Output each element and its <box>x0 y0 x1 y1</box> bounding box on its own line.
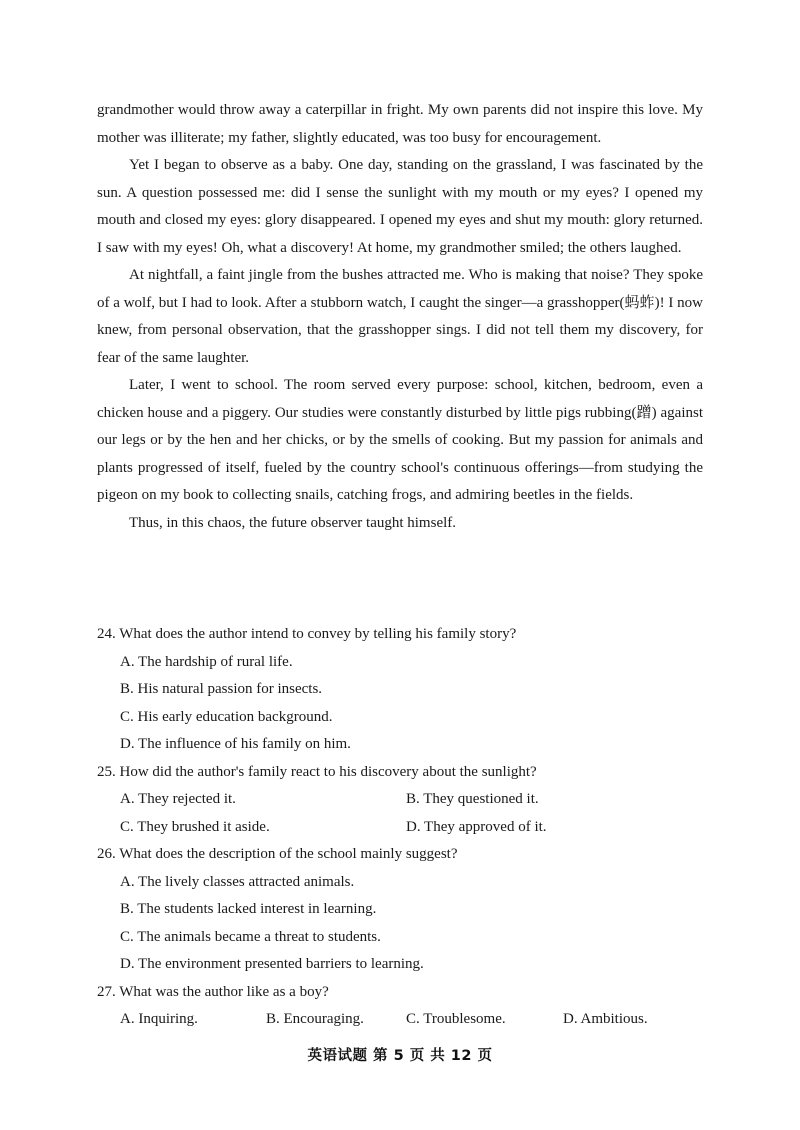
option-list <box>97 869 703 979</box>
option-list <box>97 649 703 759</box>
option-c: C. The animals became a threat to students. <box>120 928 381 945</box>
question-27 <box>97 979 703 1034</box>
question-stem: 27. What was the author like as a boy? <box>97 983 329 1000</box>
option-b: B. His natural passion for insects. <box>120 681 323 697</box>
option-a: A. They rejected it. <box>120 791 236 807</box>
question-stem: 24. What does the author intend to convey by telling his family story? <box>97 626 517 642</box>
question-26 <box>97 841 703 979</box>
option-c: C. His early education background. <box>120 708 333 725</box>
option-d: D. The environment presented barriers to learning. <box>120 956 424 972</box>
question-list <box>97 621 703 1034</box>
option-d: D. Ambitious. <box>563 1011 648 1027</box>
option-d: D. They approved of it. <box>406 818 547 835</box>
question-stem: 25. How did the author's family react to his discovery about the sunlight? <box>97 763 537 780</box>
page-footer: 英语试题 第 5 页 共 12 页 <box>307 1048 493 1064</box>
question-25 <box>97 759 703 842</box>
option-list <box>120 1006 703 1034</box>
passage-paragraph-2: Yet I began to observe as a baby. One day, standing on the grassland, I was fascinated by the sun. A question possessed me: did I sense the sunlight with my mouth or my eyes? I opened my mouth and closed my eyes: glory disappeared. I opened my eyes and shut my mouth: glory returned. I saw with my eyes! Oh, what a discovery! At home, my grandmother smiled; the others laughed. <box>97 157 703 256</box>
option-a: A. The hardship of rural life. <box>120 653 293 670</box>
option-c: C. Troublesome. <box>406 1011 506 1027</box>
option-c: C. They brushed it aside. <box>120 818 270 835</box>
option-d: D. The influence of his family on him. <box>120 736 351 752</box>
passage-paragraph-5: Thus, in this chaos, the future observer taught himself. <box>129 514 457 531</box>
option-list <box>120 786 703 841</box>
reading-passage <box>97 97 703 537</box>
option-b: B. They questioned it. <box>406 791 539 807</box>
question-24 <box>97 621 703 759</box>
option-a: A. Inquiring. <box>120 1011 198 1027</box>
question-stem: 26. What does the description of the school mainly suggest? <box>97 846 458 862</box>
option-b: B. The students lacked interest in learning. <box>120 901 377 917</box>
option-b: B. Encouraging. <box>266 1011 364 1027</box>
passage-paragraph-4: Later, I went to school. The room served every purpose: school, kitchen, bedroom, even a chicken house and a piggery. Our studies were constantly disturbed by little pigs rubbing(蹭) against our legs or by the hen and her chicks, or by the smells of cooking. But my passion for animals and plants progressed of itself, fueled by the country school's continuous offerings—from studying the pigeon on my book to collecting snails, catching frogs, and admiring beetles in the fields. <box>97 377 703 503</box>
passage-paragraph-1: grandmother would throw away a caterpillar in fright. My own parents did not inspire this love. My mother was illiterate; my father, slightly educated, was too busy for encouragement. <box>97 102 703 146</box>
passage-paragraph-3: At nightfall, a faint jingle from the bushes attracted me. Who is making that noise? They spoke of a wolf, but I had to look. After a stubborn watch, I caught the singer—a grasshopper(蚂蚱)! I now knew, from personal observation, that the grasshopper sings. I did not tell them my discovery, for fear of the same laughter. <box>97 267 703 366</box>
option-a: A. The lively classes attracted animals. <box>120 873 355 890</box>
